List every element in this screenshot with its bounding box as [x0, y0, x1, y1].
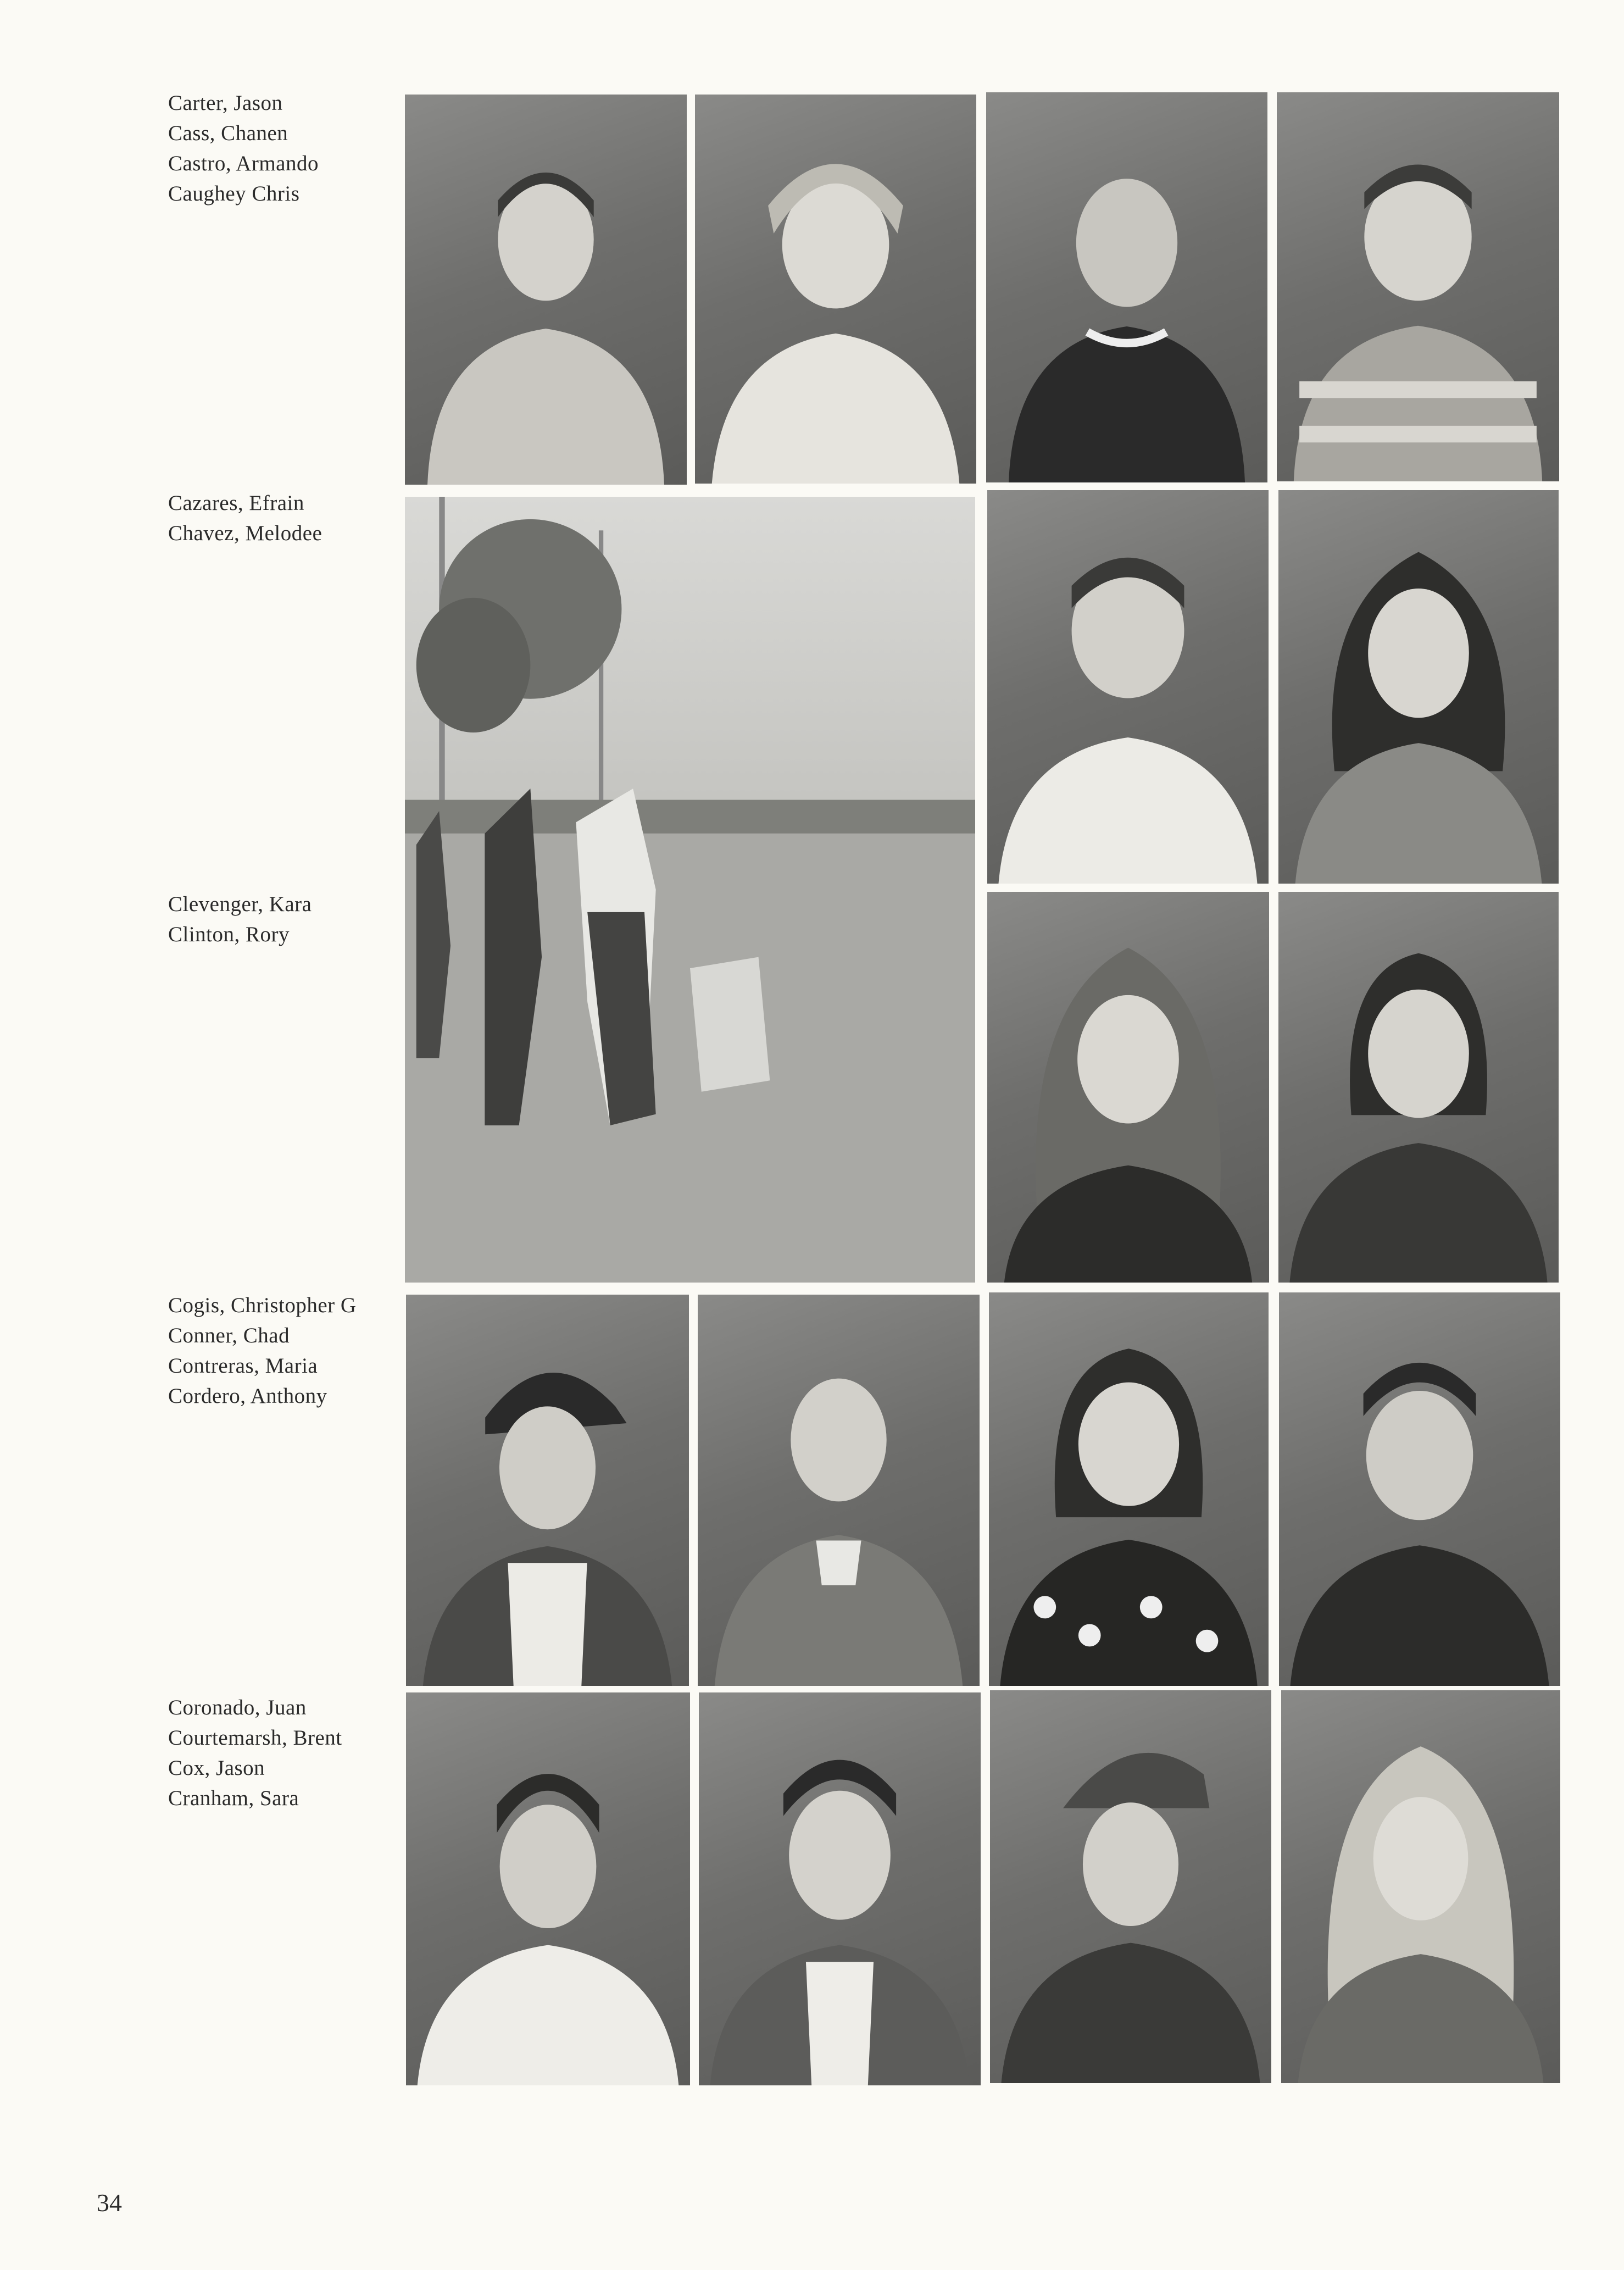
name-list-group-2 [168, 488, 322, 548]
portrait-photo [1279, 1292, 1560, 1686]
student-name: Cazares, Efrain [168, 491, 304, 515]
portrait-photo [698, 1295, 980, 1686]
portrait-photo [1278, 892, 1559, 1283]
portrait-photo [406, 1692, 690, 2085]
name-list-group-3 [168, 889, 312, 950]
student-name: Cass, Chanen [168, 121, 288, 145]
student-name: Chavez, Melodee [168, 521, 322, 545]
portrait-photo [987, 490, 1269, 884]
student-name: Cranham, Sara [168, 1786, 299, 1810]
student-name: Courtemarsh, Brent [168, 1726, 342, 1750]
student-name: Cox, Jason [168, 1756, 265, 1780]
portrait-photo [989, 1292, 1269, 1686]
student-name: Caughey Chris [168, 182, 300, 206]
portrait-photo [406, 1295, 689, 1686]
student-name: Clinton, Rory [168, 923, 290, 946]
student-name: Cordero, Anthony [168, 1384, 327, 1408]
portrait-photo [987, 892, 1269, 1283]
portrait-photo [699, 1692, 981, 2085]
name-list-group-4 [168, 1290, 357, 1411]
student-name: Castro, Armando [168, 152, 319, 175]
portrait-photo [1281, 1690, 1560, 2083]
portrait-photo [695, 95, 976, 484]
portrait-photo [1277, 92, 1559, 481]
portrait-photo [1278, 490, 1559, 884]
student-name: Coronado, Juan [168, 1696, 307, 1719]
student-name: Cogis, Christopher G [168, 1294, 357, 1317]
student-name: Conner, Chad [168, 1324, 290, 1347]
student-name: Carter, Jason [168, 91, 283, 115]
student-name: Clevenger, Kara [168, 892, 312, 916]
name-list-group-5 [168, 1692, 342, 1813]
name-list-group-1 [168, 88, 319, 209]
candid-group-photo [405, 497, 975, 1283]
student-name: Contreras, Maria [168, 1354, 318, 1378]
portrait-photo [986, 92, 1267, 482]
portrait-photo [990, 1690, 1271, 2083]
portrait-photo [405, 95, 687, 485]
page-number: 34 [97, 2189, 122, 2217]
